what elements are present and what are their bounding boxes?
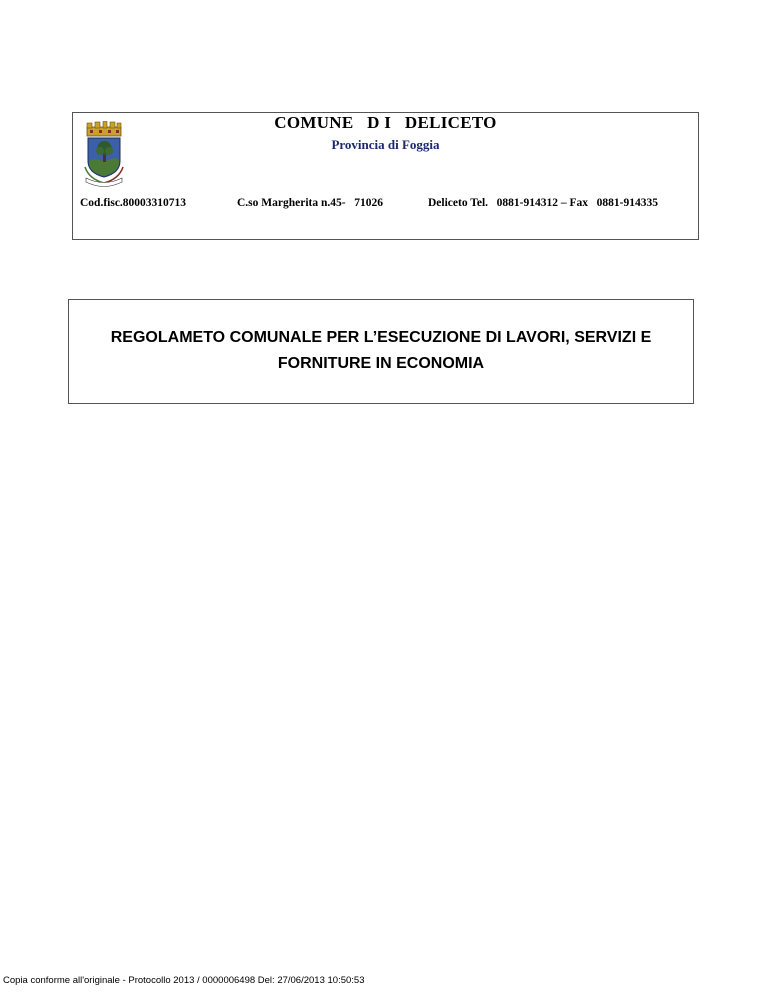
certification-footer: Copia conforme all'originale - Protocollo 2013 / 0000006498 Del: 27/06/2013 10:50:53 [3, 975, 365, 986]
document-title-box [68, 299, 694, 404]
document-title-line-2: FORNITURE IN ECONOMIA [277, 355, 485, 372]
address: C.so Margherita n.45- 71026 [237, 197, 383, 209]
municipality-name: COMUNE D I DELICETO [274, 113, 497, 132]
province-name: Provincia di Foggia [331, 137, 440, 152]
tax-code: Cod.fisc.80003310713 [80, 197, 187, 209]
document-title-line-1: REGOLAMETO COMUNALE PER L’ESECUZIONE DI LAVORI, SERVIZI E [110, 329, 652, 346]
document-title [69, 325, 693, 377]
letterhead-box [72, 112, 699, 240]
contact-numbers: Deliceto Tel. 0881-914312 – Fax 0881-914335 [428, 197, 658, 209]
